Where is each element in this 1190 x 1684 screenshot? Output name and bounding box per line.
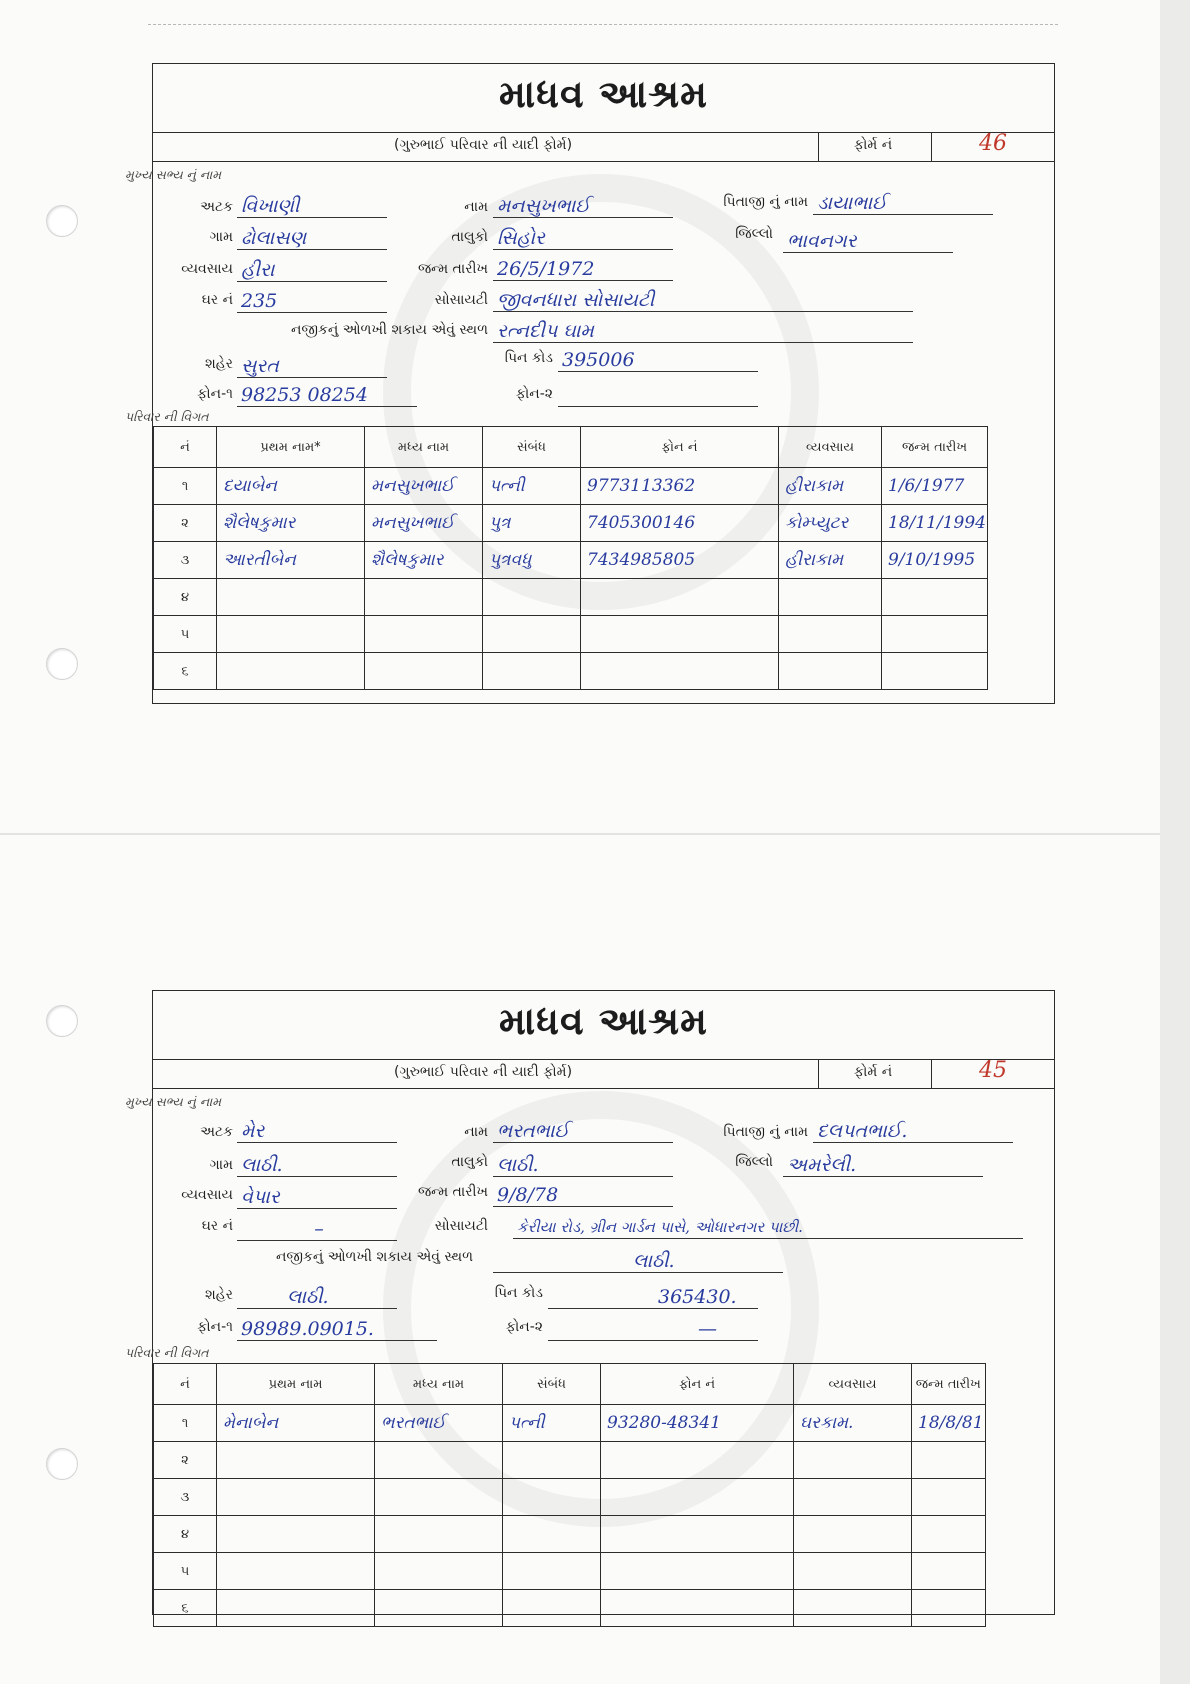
row-number: ૬ xyxy=(154,1590,217,1627)
city-field[interactable]: સુરત xyxy=(237,354,387,378)
landmark-label: નજીકનું ઓળખી શકાય એવું સ્થળ xyxy=(290,322,488,338)
row-number: ૪ xyxy=(154,579,217,616)
occupation-cell[interactable] xyxy=(779,616,882,653)
row-number: ૨ xyxy=(154,1442,217,1479)
house-no-field[interactable]: – xyxy=(237,1217,397,1241)
dob-cell[interactable]: 9/10/1995 xyxy=(882,542,988,579)
district-field[interactable]: અમરેલી. xyxy=(783,1153,983,1177)
col-header-dob: જન્મ તારીખ xyxy=(882,427,988,468)
family-section-label: પરિવાર ની વિગત xyxy=(125,1345,209,1360)
dob-cell[interactable]: 1/6/1977 xyxy=(882,468,988,505)
phone1-label: ફોન-૧ xyxy=(197,1319,233,1335)
city-label: શહેર xyxy=(205,1287,233,1303)
dob-cell[interactable] xyxy=(882,579,988,616)
form-title: માધવ આશ્રમ xyxy=(499,72,708,116)
phone-cell[interactable]: 7405300146 xyxy=(581,505,779,542)
middle-name-cell[interactable] xyxy=(375,1590,503,1627)
district-field[interactable]: ભાવનગર xyxy=(783,229,953,253)
middle-name-cell[interactable] xyxy=(375,1516,503,1553)
society-label: સોસાયટી xyxy=(434,1218,488,1234)
table-header-row xyxy=(154,427,988,468)
family-form xyxy=(125,990,1055,1616)
relation-cell[interactable] xyxy=(503,1479,601,1516)
table-row xyxy=(154,616,988,653)
father-name-field[interactable]: ડાયાભાઈ xyxy=(813,191,993,215)
relation-cell[interactable] xyxy=(503,1442,601,1479)
house-no-field[interactable]: 235 xyxy=(237,289,387,313)
occupation-cell[interactable] xyxy=(794,1553,912,1590)
name-label: નામ xyxy=(464,1124,488,1140)
table-row xyxy=(154,579,988,616)
row-number: ૧ xyxy=(154,468,217,505)
col-header-middle-name: મધ્ય નામ xyxy=(375,1364,503,1405)
city-label: શહેર xyxy=(205,356,233,372)
sheet-fold xyxy=(0,833,1160,835)
head-section-label: મુખ્ય સભ્ય નું નામ xyxy=(125,1094,222,1109)
row-number: ૩ xyxy=(154,542,217,579)
occupation-field[interactable]: હીરા xyxy=(237,258,387,282)
middle-name-cell[interactable]: શૈલેષકુમાર xyxy=(365,542,483,579)
landmark-label: નજીકનું ઓળખી શકાય એવું સ્થળ xyxy=(275,1249,473,1265)
society-field[interactable]: કેરીયા રોડ, ગ્રીન ગાર્ડન પાસે, ઓધારનગર પાછી. xyxy=(513,1215,1023,1239)
phone-cell[interactable] xyxy=(581,616,779,653)
table-row xyxy=(154,468,988,505)
col-header-first-name: પ્રથમ નામ* xyxy=(217,427,365,468)
form-number[interactable]: 45 xyxy=(979,1058,1007,1083)
phone-cell[interactable] xyxy=(581,579,779,616)
first-name-cell[interactable] xyxy=(217,616,365,653)
surname-field[interactable]: વિખાણી xyxy=(237,194,387,218)
form-subtitle: (ગુરુભાઈ પરિવાર ની યાદી ફોર્મ) xyxy=(393,137,573,153)
occupation-cell[interactable] xyxy=(794,1590,912,1627)
col-header-relation: સંબંધ xyxy=(483,427,581,468)
village-label: ગામ xyxy=(209,1157,233,1173)
pin-field[interactable]: 365430. xyxy=(548,1285,758,1309)
relation-cell[interactable] xyxy=(483,579,581,616)
relation-cell[interactable]: પુત્ર xyxy=(483,505,581,542)
dob-label: જન્મ તારીખ xyxy=(417,261,488,277)
family-table xyxy=(153,1363,986,1627)
dob-cell[interactable] xyxy=(912,1479,986,1516)
family-table xyxy=(153,426,988,690)
occupation-cell[interactable]: ઘરકામ. xyxy=(794,1405,912,1442)
phone-cell[interactable] xyxy=(601,1442,794,1479)
first-name-cell[interactable] xyxy=(217,1442,375,1479)
dob-field[interactable]: 9/8/78 xyxy=(493,1183,673,1207)
col-header-occupation: વ્યવસાય xyxy=(779,427,882,468)
first-name-cell[interactable]: દયાબેન xyxy=(217,468,365,505)
city-field[interactable]: લાઠી. xyxy=(237,1285,397,1309)
col-header-no: નં xyxy=(154,427,217,468)
middle-name-cell[interactable] xyxy=(365,579,483,616)
phone-cell[interactable] xyxy=(601,1553,794,1590)
middle-name-cell[interactable] xyxy=(375,1442,503,1479)
dob-cell[interactable] xyxy=(882,616,988,653)
phone-cell[interactable] xyxy=(601,1516,794,1553)
table-row xyxy=(154,505,988,542)
form-number[interactable]: 46 xyxy=(979,131,1007,156)
table-row xyxy=(154,1590,986,1627)
district-label: જિલ્લો xyxy=(735,226,773,242)
table-row xyxy=(154,653,988,690)
col-header-dob: જન્મ તારીખ xyxy=(912,1364,986,1405)
house-no-label: ઘર નં xyxy=(201,292,233,308)
occupation-cell[interactable] xyxy=(794,1479,912,1516)
phone2-label: ફોન-૨ xyxy=(515,386,553,402)
col-header-phone: ફોન નં xyxy=(581,427,779,468)
relation-cell[interactable] xyxy=(503,1590,601,1627)
middle-name-cell[interactable]: મનસુખભાઈ xyxy=(365,505,483,542)
first-name-cell[interactable] xyxy=(217,1590,375,1627)
phone-cell[interactable]: 7434985805 xyxy=(581,542,779,579)
relation-cell[interactable] xyxy=(503,1516,601,1553)
phone-cell[interactable]: 9773113362 xyxy=(581,468,779,505)
cut-line xyxy=(148,24,1058,25)
first-name-cell[interactable] xyxy=(217,653,365,690)
name-field[interactable]: ભરતભાઈ xyxy=(493,1119,673,1143)
surname-field[interactable]: મેર xyxy=(237,1119,397,1143)
row-number: ૨ xyxy=(154,505,217,542)
family-form xyxy=(125,63,1055,704)
phone1-label: ફોન-૧ xyxy=(197,386,233,402)
dob-label: જન્મ તારીખ xyxy=(417,1184,488,1200)
occupation-cell[interactable] xyxy=(779,579,882,616)
occupation-field[interactable]: વેપાર xyxy=(237,1185,397,1209)
name-field[interactable]: મનસુખભાઈ xyxy=(493,194,673,218)
middle-name-cell[interactable] xyxy=(375,1553,503,1590)
dob-cell[interactable] xyxy=(912,1553,986,1590)
form-number-label: ફોર્મ નં xyxy=(853,1064,893,1080)
phone2-field[interactable]: — xyxy=(548,1317,758,1341)
form-subheader xyxy=(153,1059,1054,1089)
phone-cell[interactable] xyxy=(601,1590,794,1627)
landmark-field[interactable]: રત્નદીપ ઘામ xyxy=(493,319,913,343)
middle-name-cell[interactable] xyxy=(365,616,483,653)
occupation-label: વ્યવસાય xyxy=(181,261,233,277)
row-number: ૫ xyxy=(154,616,217,653)
first-name-cell[interactable]: શૈલેષકુમાર xyxy=(217,505,365,542)
dob-cell[interactable]: 18/8/81 xyxy=(912,1405,986,1442)
house-no-label: ઘર નં xyxy=(201,1218,233,1234)
phone1-field[interactable]: 98253 08254 xyxy=(237,383,417,407)
middle-name-cell[interactable]: મનસુખભાઈ xyxy=(365,468,483,505)
punch-hole xyxy=(46,648,78,680)
phone-cell[interactable] xyxy=(581,653,779,690)
first-name-cell[interactable] xyxy=(217,1479,375,1516)
table-row xyxy=(154,1405,986,1442)
name-label: નામ xyxy=(464,199,488,215)
pin-field[interactable]: 395006 xyxy=(558,348,758,372)
dob-cell[interactable] xyxy=(912,1590,986,1627)
dob-cell[interactable] xyxy=(912,1442,986,1479)
pin-label: પિન કોડ xyxy=(504,350,553,366)
first-name-cell[interactable]: મેનાબેન xyxy=(217,1405,375,1442)
form-title: માધવ આશ્રમ xyxy=(499,999,708,1043)
first-name-cell[interactable] xyxy=(217,579,365,616)
col-header-relation: સંબંધ xyxy=(503,1364,601,1405)
occupation-cell[interactable] xyxy=(779,653,882,690)
taluka-label: તાલુકો xyxy=(451,1154,488,1170)
relation-cell[interactable] xyxy=(483,616,581,653)
table-row xyxy=(154,542,988,579)
phone2-field[interactable] xyxy=(558,383,758,407)
form-subtitle: (ગુરુભાઈ પરિવાર ની યાદી ફોર્મ) xyxy=(393,1064,573,1080)
society-field[interactable]: જીવનધારા સોસાયટી xyxy=(493,288,913,312)
row-number: ૫ xyxy=(154,1553,217,1590)
punch-hole xyxy=(46,1448,78,1480)
taluka-label: તાલુકો xyxy=(451,229,488,245)
col-header-no: નં xyxy=(154,1364,217,1405)
phone-cell[interactable] xyxy=(601,1479,794,1516)
relation-cell[interactable]: પુત્રવધુ xyxy=(483,542,581,579)
form-number-label: ફોર્મ નં xyxy=(853,137,893,153)
phone1-field[interactable]: 98989.09015. xyxy=(237,1317,437,1341)
relation-cell[interactable] xyxy=(483,653,581,690)
table-row xyxy=(154,1479,986,1516)
first-name-cell[interactable]: આરતીબેન xyxy=(217,542,365,579)
surname-label: અટક xyxy=(200,199,233,215)
taluka-field[interactable]: સિહોર xyxy=(493,226,673,250)
taluka-field[interactable]: લાઠી. xyxy=(493,1153,673,1177)
relation-cell[interactable] xyxy=(503,1553,601,1590)
dob-cell[interactable] xyxy=(912,1516,986,1553)
father-name-label: પિતાજી નું નામ xyxy=(723,194,808,210)
occupation-cell[interactable]: કોમ્પ્યુટર xyxy=(779,505,882,542)
table-row xyxy=(154,1553,986,1590)
table-row xyxy=(154,1442,986,1479)
society-label: સોસાયટી xyxy=(434,292,488,308)
phone-cell[interactable]: 93280-48341 xyxy=(601,1405,794,1442)
village-field[interactable]: ઢોલાસણ xyxy=(237,226,387,250)
dob-field[interactable]: 26/5/1972 xyxy=(493,257,673,281)
landmark-field[interactable]: લાઠી. xyxy=(493,1249,783,1273)
col-header-phone: ફોન નં xyxy=(601,1364,794,1405)
punch-hole xyxy=(46,1005,78,1037)
family-section-label: પરિવાર ની વિગત xyxy=(125,409,209,424)
relation-cell[interactable]: પત્ની xyxy=(503,1405,601,1442)
dob-cell[interactable] xyxy=(882,653,988,690)
middle-name-cell[interactable]: ભરતભાઈ xyxy=(375,1405,503,1442)
village-label: ગામ xyxy=(209,229,233,245)
relation-cell[interactable]: પત્ની xyxy=(483,468,581,505)
pin-label: પિન કોડ xyxy=(494,1285,543,1301)
row-number: ૩ xyxy=(154,1479,217,1516)
paper-edge xyxy=(1160,0,1190,1684)
col-header-first-name: પ્રથમ નામ xyxy=(217,1364,375,1405)
middle-name-cell[interactable] xyxy=(375,1479,503,1516)
occupation-cell[interactable] xyxy=(794,1516,912,1553)
district-label: જિલ્લો xyxy=(735,1154,773,1170)
father-name-field[interactable]: દલપતભાઈ. xyxy=(813,1119,1013,1143)
occupation-cell[interactable]: હીરાકામ xyxy=(779,542,882,579)
village-field[interactable]: લાઠી. xyxy=(237,1153,397,1177)
father-name-label: પિતાજી નું નામ xyxy=(723,1124,808,1140)
middle-name-cell[interactable] xyxy=(365,653,483,690)
col-header-middle-name: મધ્ય નામ xyxy=(365,427,483,468)
occupation-label: વ્યવસાય xyxy=(181,1187,233,1203)
occupation-cell[interactable]: હીરાકામ xyxy=(779,468,882,505)
table-header-row xyxy=(154,1364,986,1405)
row-number: ૧ xyxy=(154,1405,217,1442)
row-number: ૬ xyxy=(154,653,217,690)
col-header-occupation: વ્યવસાય xyxy=(794,1364,912,1405)
first-name-cell[interactable] xyxy=(217,1553,375,1590)
table-row xyxy=(154,1516,986,1553)
head-section-label: મુખ્ય સભ્ય નું નામ xyxy=(125,167,222,182)
phone2-label: ફોન-૨ xyxy=(505,1319,543,1335)
form-subheader xyxy=(153,132,1054,162)
first-name-cell[interactable] xyxy=(217,1516,375,1553)
dob-cell[interactable]: 18/11/1994 xyxy=(882,505,988,542)
row-number: ૪ xyxy=(154,1516,217,1553)
surname-label: અટક xyxy=(200,1124,233,1140)
punch-hole xyxy=(46,205,78,237)
occupation-cell[interactable] xyxy=(794,1442,912,1479)
